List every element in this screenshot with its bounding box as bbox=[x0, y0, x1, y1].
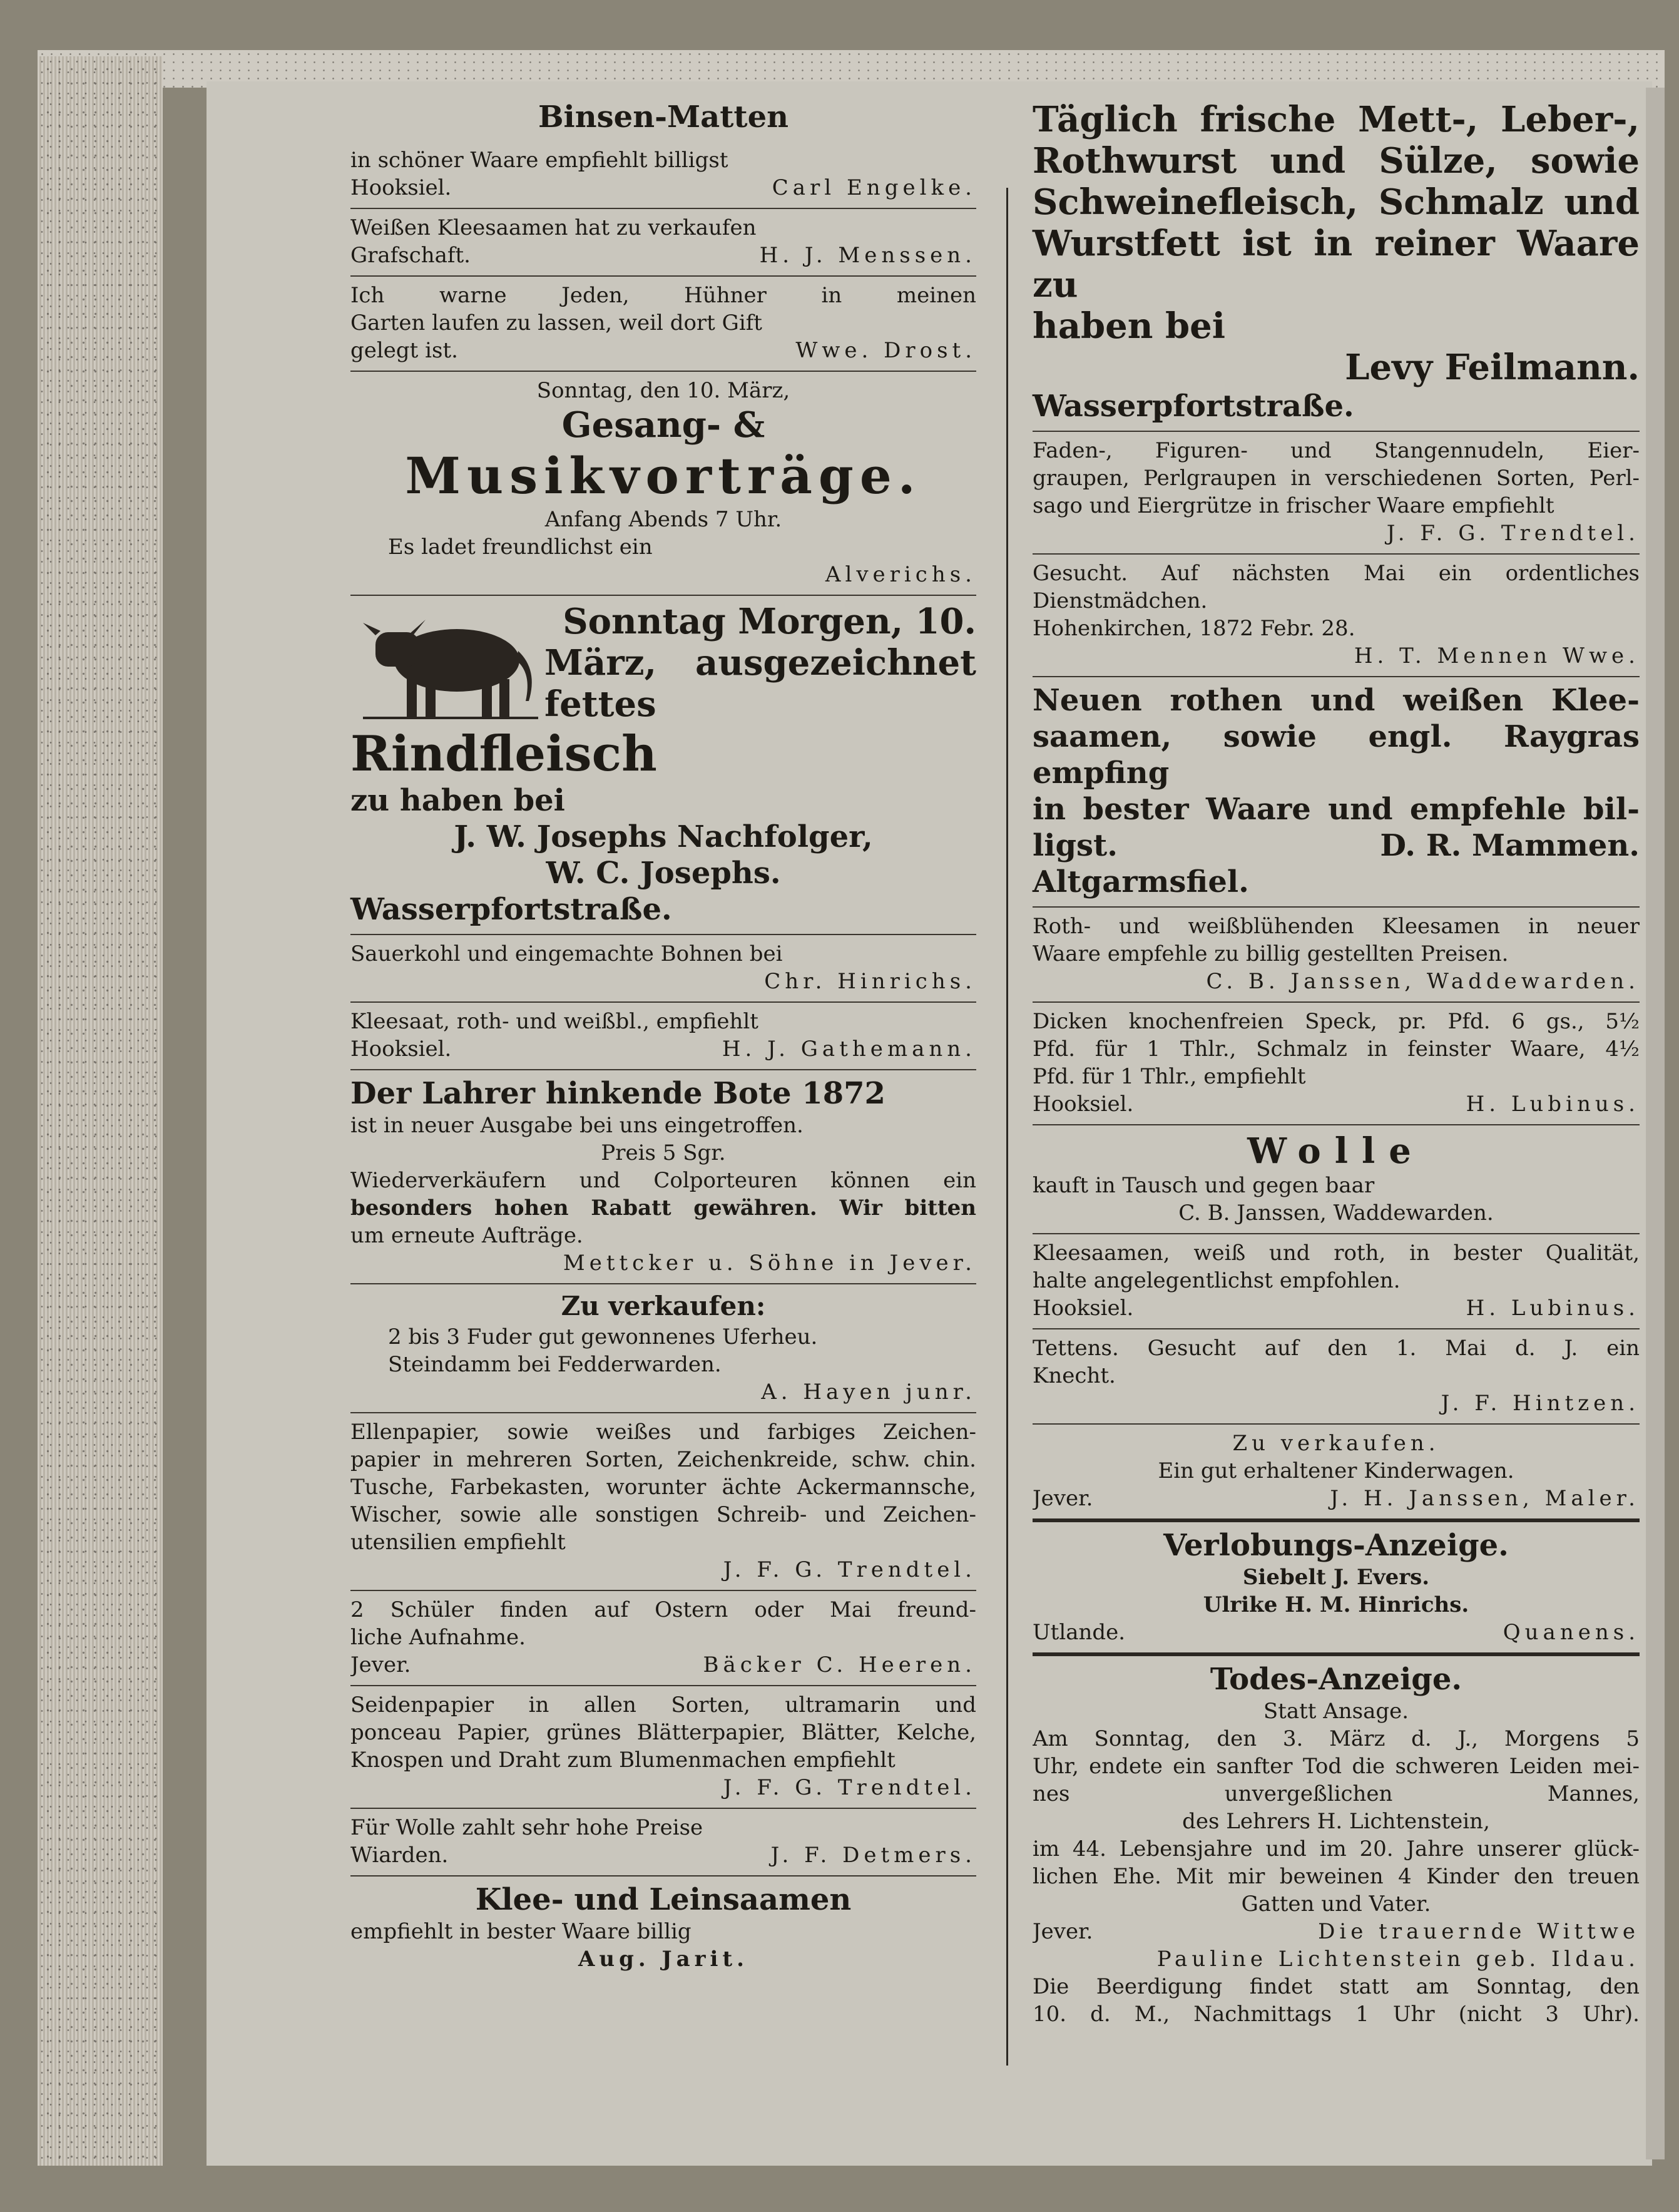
butcher-line: haben bei bbox=[1033, 305, 1226, 347]
ad-signature: J. F. G. Trendtel. bbox=[723, 1775, 976, 1800]
death-title: Todes-Anzeige. bbox=[1210, 1662, 1462, 1697]
wool-line: kauft in Tausch und gegen baar bbox=[1033, 1173, 1375, 1198]
clover-ad-place: Altgarmsfiel. bbox=[1033, 864, 1249, 899]
book-edge-speckle bbox=[38, 56, 163, 2166]
ad-line: papier in mehreren Sorten, Zeichenkreide, schw. chin. bbox=[350, 1447, 976, 1472]
butcher-line: Wurstfett ist in reiner Waare zu bbox=[1033, 223, 1640, 305]
death-name: des Lehrers H. Lichtenstein, bbox=[1182, 1809, 1490, 1834]
ad-line: Für Wolle zahlt sehr hohe Preise bbox=[350, 1815, 703, 1840]
ox-ad-meat: Rindfleisch bbox=[350, 725, 657, 782]
signature-row bbox=[350, 174, 976, 202]
signature-place: Jever. bbox=[350, 1652, 411, 1677]
signature-name: H. J. Menssen. bbox=[759, 243, 976, 268]
signature-place: Grafschaft. bbox=[350, 243, 471, 268]
ad-line: liche Aufnahme. bbox=[350, 1625, 526, 1650]
signature-place: Hooksiel. bbox=[1033, 1296, 1134, 1321]
engagement-name: Ulrike H. M. Hinrichs. bbox=[1203, 1592, 1469, 1617]
concert-host: Alverichs. bbox=[825, 562, 976, 587]
death-sub: Statt Ansage. bbox=[1263, 1699, 1409, 1724]
klee-sign: Aug. Jarit. bbox=[578, 1947, 749, 1972]
advertisement bbox=[350, 1413, 976, 1591]
signature-name: Carl Engelke. bbox=[772, 175, 976, 200]
signature-name: Wwe. Drost. bbox=[795, 338, 976, 363]
signature-row bbox=[350, 337, 976, 364]
advertisement bbox=[1033, 1656, 1640, 2034]
left-column bbox=[350, 94, 976, 1979]
page-right-edge bbox=[1646, 88, 1665, 2159]
ad-line: Dienstmädchen. bbox=[1033, 588, 1208, 613]
sale-sign: A. Hayen junr. bbox=[761, 1380, 976, 1405]
advertisement bbox=[350, 1003, 976, 1070]
signature-place: Hooksiel. bbox=[350, 1037, 452, 1062]
sale-title: Zu verkaufen. bbox=[1232, 1431, 1440, 1456]
ox-ad-seller: J. W. Josephs Nachfolger, bbox=[454, 819, 873, 854]
signature-row bbox=[1033, 1090, 1640, 1118]
ad-line: Waare empfehle zu billig gestellten Preisen. bbox=[1033, 941, 1509, 966]
ad-line: Knospen und Draht zum Blumenmachen empfiehlt bbox=[350, 1748, 896, 1773]
signature-name: J. H. Janssen, Maler. bbox=[1330, 1486, 1640, 1511]
ad-line: 2 Schüler finden auf Ostern oder Mai freund- bbox=[350, 1597, 976, 1622]
ox-ad-line: zu haben bei bbox=[350, 783, 565, 818]
ad-line: Seidenpapier in allen Sorten, ultramarin und bbox=[350, 1692, 976, 1718]
advertisement bbox=[1033, 1329, 1640, 1425]
signature-place: gelegt ist. bbox=[350, 338, 458, 363]
clover-ad-line: in bester Waare und empfehle bil- bbox=[1033, 792, 1640, 827]
death-line: Gatten und Vater. bbox=[1241, 1892, 1431, 1917]
advertisement bbox=[1033, 1522, 1640, 1656]
ad-title: Binsen-Matten bbox=[538, 100, 789, 135]
sale-line: Ein gut erhaltener Kinderwagen. bbox=[1158, 1458, 1514, 1483]
death-line: lichen Ehe. Mit mir beweinen 4 Kinder den treuen bbox=[1033, 1864, 1640, 1889]
signature-row bbox=[1033, 1619, 1640, 1646]
butcher-line: Täglich frische Mett-, Leber-, bbox=[1033, 99, 1640, 140]
clover-ad-line: Neuen rothen und weißen Klee- bbox=[1033, 683, 1640, 718]
bote-price: Preis 5 Sgr. bbox=[601, 1140, 726, 1165]
advertisement bbox=[350, 1686, 976, 1809]
advertisement bbox=[350, 372, 976, 596]
signature-row bbox=[350, 1035, 976, 1063]
advertisement bbox=[1033, 677, 1640, 908]
ad-line: Wischer, sowie alle sonstigen Schreib- und Zeichen- bbox=[350, 1502, 976, 1527]
ad-line: graupen, Perlgraupen in verschiedenen Sorten, Perl- bbox=[1033, 466, 1640, 491]
advertisement bbox=[1033, 1425, 1640, 1522]
concert-heading-2: Musikvorträge. bbox=[405, 446, 922, 505]
butcher-line: Rothwurst und Sülze, sowie bbox=[1033, 140, 1640, 182]
ox-ad-seller-2: W. C. Josephs. bbox=[546, 856, 781, 891]
wool-title: Wolle bbox=[1247, 1130, 1425, 1172]
engagement-name: Siebelt J. Evers. bbox=[1242, 1565, 1430, 1590]
butcher-street: Wasserpfortstraße. bbox=[1033, 389, 1354, 424]
ad-line: Roth- und weißblühenden Kleesamen in neuer bbox=[1033, 914, 1640, 939]
ad-line: Dicken knochenfreien Speck, pr. Pfd. 6 gs., 5½ bbox=[1033, 1009, 1640, 1034]
signature-name: Die trauernde Wittwe bbox=[1318, 1919, 1640, 1944]
advertisement bbox=[1033, 1234, 1640, 1329]
ox-ad-line: fettes bbox=[544, 684, 656, 725]
signature-place: Hooksiel. bbox=[1033, 1092, 1134, 1117]
engagement-title: Verlobungs-Anzeige. bbox=[1163, 1528, 1509, 1563]
ox-ad-line: Sonntag Morgen, 10. bbox=[563, 601, 976, 642]
advertisement bbox=[350, 141, 976, 209]
ad-line: Tettens. Gesucht auf den 1. Mai d. J. ein bbox=[1033, 1336, 1640, 1361]
signature-name: Quanens. bbox=[1503, 1620, 1640, 1645]
signature-place: Jever. bbox=[1033, 1919, 1093, 1944]
ox-ad-street: Wasserpfortstraße. bbox=[350, 892, 672, 927]
death-line: Am Sonntag, den 3. März d. J., Morgens 5 bbox=[1033, 1726, 1640, 1751]
ad-line: Knecht. bbox=[1033, 1363, 1116, 1388]
sale-title: Zu verkaufen: bbox=[561, 1291, 766, 1321]
ox-illustration bbox=[350, 601, 544, 726]
butcher-line: Schweinefleisch, Schmalz und bbox=[1033, 182, 1640, 223]
ad-line: Faden-, Figuren- und Stangennudeln, Eier- bbox=[1033, 438, 1640, 463]
bote-sign: Mettcker u. Söhne in Jever. bbox=[563, 1251, 976, 1276]
concert-invite: Es ladet freundlichst ein bbox=[388, 535, 653, 560]
sale-line: Steindamm bei Fedderwarden. bbox=[388, 1352, 722, 1377]
death-line: Die Beerdigung findet statt am Sonntag, den bbox=[1033, 1974, 1640, 1999]
ad-line: Garten laufen zu lassen, weil dort Gift bbox=[350, 310, 762, 335]
death-line: nes unvergeßlichen Mannes, bbox=[1033, 1781, 1640, 1806]
clover-ad-sign bbox=[1033, 827, 1640, 864]
advertisement bbox=[1033, 908, 1640, 1003]
advertisement bbox=[1033, 94, 1640, 432]
signature-place: Utlande. bbox=[1033, 1620, 1126, 1645]
ad-line: Gesucht. Auf nächsten Mai ein ordentliches bbox=[1033, 561, 1640, 586]
signature-name: H. Lubinus. bbox=[1466, 1092, 1640, 1117]
ad-line: utensilien empfiehlt bbox=[350, 1530, 566, 1555]
ad-line: Weißen Kleesaamen hat zu verkaufen bbox=[350, 215, 757, 240]
ad-signature: J. F. G. Trendtel. bbox=[723, 1557, 976, 1582]
bote-line: um erneute Aufträge. bbox=[350, 1223, 583, 1248]
advertisement bbox=[350, 1284, 976, 1413]
advertisement bbox=[350, 277, 976, 372]
clover-ad-word: ligst. bbox=[1033, 828, 1118, 863]
ad-signature: C. B. Janssen, Waddewarden. bbox=[1206, 969, 1640, 994]
ad-line: Sauerkohl und eingemachte Bohnen bei bbox=[350, 941, 783, 966]
ad-signature: H. T. Mennen Wwe. bbox=[1354, 643, 1640, 668]
sale-line: 2 bis 3 Fuder gut gewonnenes Uferheu. bbox=[388, 1324, 818, 1349]
ad-line: Hohenkirchen, 1872 Febr. 28. bbox=[1033, 616, 1355, 641]
advertisement bbox=[1033, 432, 1640, 555]
ad-line: Pfd. für 1 Thlr., empfiehlt bbox=[1033, 1064, 1306, 1089]
ox-ad-header bbox=[350, 601, 976, 726]
advertisement bbox=[350, 1877, 976, 1979]
ox-ad-line: März, ausgezeichnet bbox=[544, 642, 976, 684]
signature-row bbox=[350, 1651, 976, 1679]
ad-line: Ellenpapier, sowie weißes und farbiges Zeichen- bbox=[350, 1420, 976, 1445]
signature-row bbox=[350, 1841, 976, 1869]
signature-place: Hooksiel. bbox=[350, 175, 452, 200]
signature-row bbox=[1033, 1918, 1640, 1945]
ad-line: Kleesaamen, weiß und roth, in bester Qualität, bbox=[1033, 1241, 1640, 1266]
ad-line: Kleesaat, roth- und weißbl., empfiehlt bbox=[350, 1009, 758, 1034]
ad-signature: Chr. Hinrichs. bbox=[764, 969, 976, 994]
ad-line: in schöner Waare empfiehlt billigst bbox=[350, 148, 728, 173]
signature-place: Wiarden. bbox=[350, 1843, 449, 1868]
ad-line: Ich warne Jeden, Hühner in meinen bbox=[350, 283, 976, 308]
death-widow: Pauline Lichtenstein geb. Ildau. bbox=[1156, 1947, 1640, 1972]
signature-row bbox=[350, 242, 976, 269]
right-column bbox=[1033, 94, 1640, 2034]
advertisement bbox=[350, 596, 976, 935]
klee-line: empfiehlt in bester Waare billig bbox=[350, 1919, 692, 1944]
concert-time: Anfang Abends 7 Uhr. bbox=[544, 507, 782, 532]
bote-line: besonders hohen Rabatt gewähren. Wir bitten bbox=[350, 1196, 976, 1221]
death-line: im 44. Lebensjahre und im 20. Jahre unserer glück- bbox=[1033, 1836, 1640, 1861]
advertisement bbox=[1033, 555, 1640, 677]
signature-row bbox=[1033, 1485, 1640, 1512]
butcher-name: Levy Feilmann. bbox=[1345, 347, 1640, 388]
signature-name: J. F. Detmers. bbox=[770, 1843, 976, 1868]
advertisement bbox=[350, 1591, 976, 1686]
advertisement bbox=[1033, 1003, 1640, 1125]
ad-line: sago und Eiergrütze in frischer Waare empfiehlt bbox=[1033, 493, 1554, 518]
concert-date: Sonntag, den 10. März, bbox=[536, 378, 790, 403]
column-rule bbox=[1006, 188, 1008, 2066]
wool-sign: C. B. Janssen, Waddewarden. bbox=[1178, 1201, 1494, 1226]
klee-title: Klee- und Leinsaamen bbox=[475, 1882, 852, 1917]
ad-line: ponceau Papier, grünes Blätterpapier, Blätter, Kelche, bbox=[350, 1720, 976, 1745]
advertisement bbox=[1033, 1125, 1640, 1234]
death-line: 10. d. M., Nachmittags 1 Uhr (nicht 3 Uhr). bbox=[1033, 2002, 1640, 2027]
bote-title: Der Lahrer hinkende Bote 1872 bbox=[350, 1076, 885, 1111]
bote-line: Wiederverkäufern und Colporteuren können ein bbox=[350, 1168, 976, 1193]
ad-signature: J. F. G. Trendtel. bbox=[1386, 521, 1640, 546]
advertisement bbox=[350, 1809, 976, 1877]
signature-name: Bäcker C. Heeren. bbox=[703, 1652, 976, 1677]
bote-line: ist in neuer Ausgabe bei uns eingetroffen. bbox=[350, 1113, 804, 1138]
ox-ad-text bbox=[544, 601, 976, 725]
ad-line: Pfd. für 1 Thlr., Schmalz in feinster Waare, 4½ bbox=[1033, 1037, 1640, 1062]
ad-line: halte angelegentlichst empfohlen. bbox=[1033, 1268, 1401, 1293]
advertisement bbox=[350, 935, 976, 1003]
advertisement bbox=[350, 94, 976, 141]
signature-name: H. Lubinus. bbox=[1466, 1296, 1640, 1321]
death-line: Uhr, endete ein sanfter Tod die schweren Leiden mei- bbox=[1033, 1754, 1640, 1779]
ad-line: Tusche, Farbekasten, worunter ächte Ackermannsche, bbox=[350, 1475, 976, 1500]
signature-place: Jever. bbox=[1033, 1486, 1093, 1511]
clover-ad-line: saamen, sowie engl. Raygras empfing bbox=[1033, 719, 1640, 791]
advertisement bbox=[350, 1070, 976, 1284]
signature-name: H. J. Gathemann. bbox=[722, 1037, 976, 1062]
advertisement bbox=[350, 209, 976, 277]
clover-ad-name: D. R. Mammen. bbox=[1380, 828, 1640, 863]
ad-signature: J. F. Hintzen. bbox=[1441, 1391, 1640, 1416]
signature-row bbox=[1033, 1294, 1640, 1322]
concert-heading: Gesang- & bbox=[561, 404, 765, 446]
